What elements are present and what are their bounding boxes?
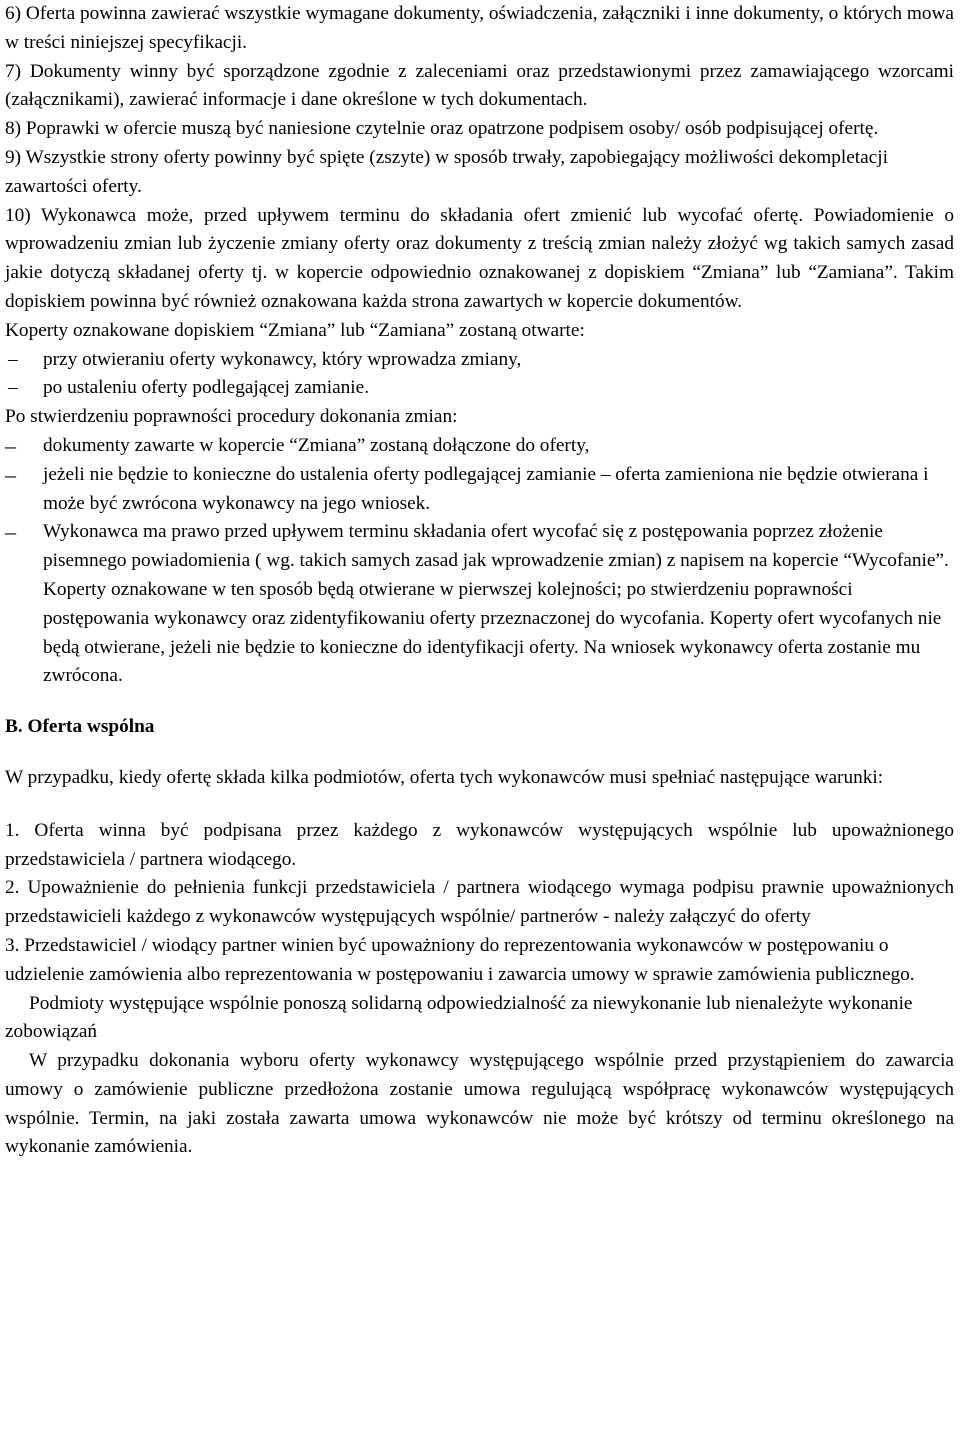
dash-marker: – bbox=[5, 432, 16, 458]
dash-marker: – bbox=[5, 461, 16, 487]
list-item bbox=[5, 374, 954, 403]
paragraph-9: 9) Wszystkie strony oferty powinny być spięte (zszyte) w sposób trwały, zapobiegający możliwości dekompletacji zawartości oferty. bbox=[5, 146, 888, 197]
list-item-text: przy otwieraniu oferty wykonawcy, który wprowadza zmiany, bbox=[43, 348, 522, 370]
liability-paragraph: Podmioty występujące wspólnie ponoszą solidarną odpowiedzialność za niewykonanie lub nienależyte wykonanie zobowiązań bbox=[5, 992, 913, 1043]
list-item-text: dokumenty zawarte w kopercie “Zmiana” zostaną dołączone do oferty, bbox=[43, 434, 590, 456]
section-heading: B. Oferta wspólna bbox=[5, 716, 155, 738]
contract-paragraph: W przypadku dokonania wyboru oferty wykonawcy występującego wspólnie przed przystąpieniem do zawarcia umowy o zamówienie publiczne przedłożona zostanie umowa regulującą współpracę wykonawców występujących wspólnie. Termin, na jaki została zawarta umowa wykonawców nie może być krótszy od terminu określonego na wykonanie zamówienia. bbox=[5, 1050, 954, 1158]
paragraph-8: 8) Poprawki w ofercie muszą być naniesione czytelnie oraz opatrzone podpisem osoby/ osób podpisującej ofertę. bbox=[5, 118, 879, 140]
dash-marker: – bbox=[8, 348, 18, 370]
list-item bbox=[5, 432, 954, 461]
paragraph-7: 7) Dokumenty winny być sporządzone zgodnie z zaleceniami oraz przedstawionymi przez zamawiającego wzorcami (załącznikami), zawierać informacje i dane określone w tych dokumentach. bbox=[5, 60, 954, 111]
paragraph-10: 10) Wykonawca może, przed upływem terminu do składania ofert zmienić lub wycofać ofertę. Powiadomienie o wprowadzeniu zmian lub życzenie zmiany oferty oraz dokumenty z treścią zmian należy złożyć wg takich samych zasad jakie dotyczą składanej oferty tj. w kopercie odpowiednio oznakowanej z dopiskiem “Zmiana” lub “Zamiana”. Takim dopiskiem powinna być również oznakowana każda strona zawartych w kopercie dokumentów. bbox=[5, 204, 954, 312]
condition-2: 2. Upoważnienie do pełnienia funkcji przedstawiciela / partnera wiodącego wymaga podpisu prawnie upoważnionych przedstawicieli każdego z wykonawców występujących wspólnie/ partnerów - należy załączyć do oferty bbox=[5, 877, 954, 928]
condition-1: 1. Oferta winna być podpisana przez każdego z wykonawców występujących wspólnie lub upoważnionego przedstawiciela / partnera wiodącego. bbox=[5, 819, 954, 870]
paragraph-6: 6) Oferta powinna zawierać wszystkie wymagane dokumenty, oświadczenia, załączniki i inne dokumenty, o których mowa w treści niniejszej specyfikacji. bbox=[5, 3, 954, 53]
dash-marker: – bbox=[5, 519, 16, 545]
list-item-text: po ustaleniu oferty podlegającej zamianie. bbox=[43, 377, 370, 399]
koperty-intro: Koperty oznakowane dopiskiem “Zmiana” lub “Zamiana” zostaną otwarte: bbox=[5, 319, 585, 341]
dash-marker: – bbox=[8, 377, 18, 399]
po-intro: Po stwierdzeniu poprawności procedury dokonania zmian: bbox=[5, 406, 458, 428]
condition-3: 3. Przedstawiciel / wiodący partner winien być upoważniony do reprezentowania wykonawców w postępowaniu o udzielenie zamówienia albo reprezentowania w postępowaniu i zawarcia umowy w sprawie zamówienia publicznego. bbox=[5, 934, 915, 985]
section-b-intro: W przypadku, kiedy ofertę składa kilka podmiotów, oferta tych wykonawców musi spełniać następujące warunki: bbox=[5, 766, 884, 788]
list-item bbox=[5, 346, 954, 375]
list-item-text: Wykonawca ma prawo przed upływem terminu składania ofert wycofać się z postępowania poprzez złożenie pisemnego powiadomienia ( wg. takich samych zasad jak wprowadzenie zmian) z napisem na kopercie “Wycofanie”. Koperty oznakowane w ten sposób będą otwierane w pierwszej kolejności; po stwierdzeniu poprawności postępowania wykonawcy oraz zidentyfikowaniu oferty przeznaczonej do wycofania. Koperty ofert wycofanych nie będą otwierane, jeżeli nie będzie to konieczne do identyfikacji oferty. Na wniosek wykonawcy oferta zostanie mu zwrócona. bbox=[43, 521, 949, 687]
list-item bbox=[5, 461, 954, 519]
list-item bbox=[5, 518, 954, 691]
list-item-text: jeżeli nie będzie to konieczne do ustalenia oferty podlegającej zamianie – oferta zamieniona nie będzie otwierana i może być zwrócona wykonawcy na jego wniosek. bbox=[43, 463, 929, 514]
